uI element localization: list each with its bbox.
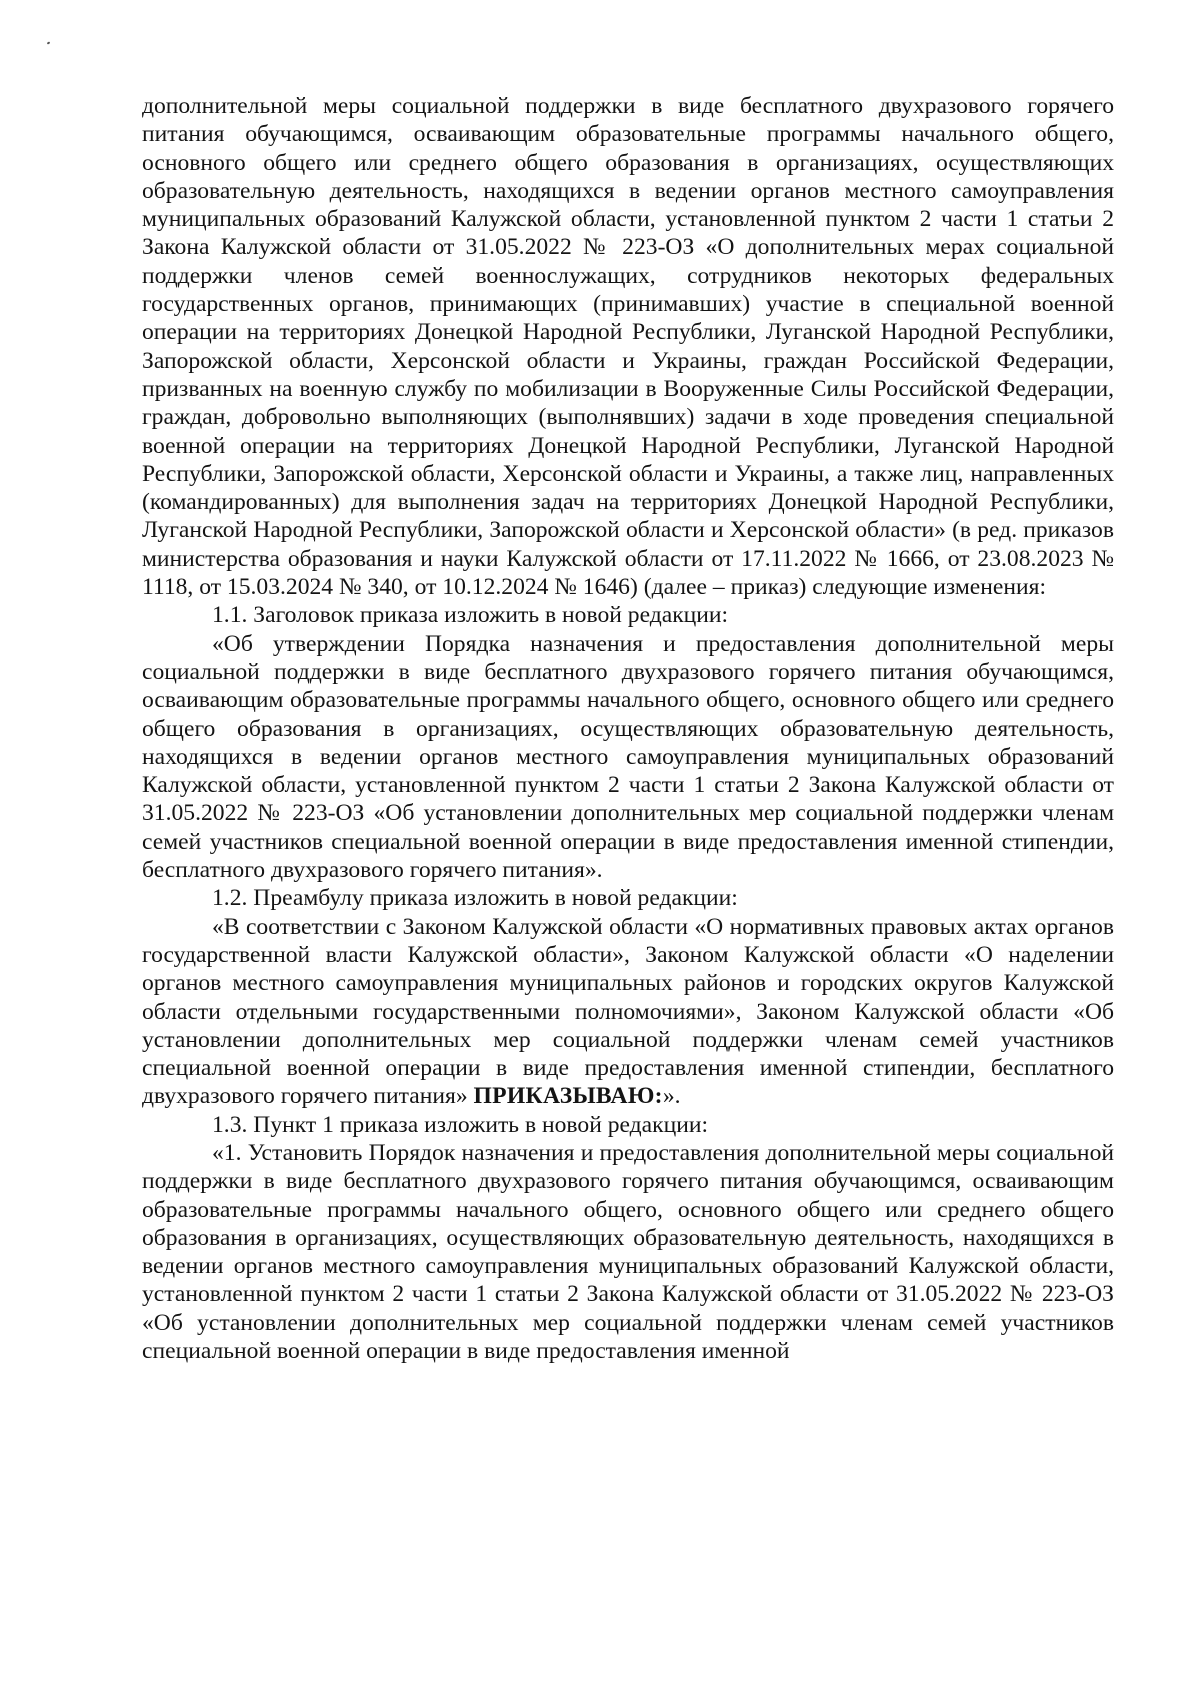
item-1-3-text: «1. Установить Порядок назначения и предоставления дополнительной меры социальной поддержки в виде бесплатного двухразового горячего питания обучающимся, осваивающим образовательные программы начального общего, основного общего или среднего общего образования в организациях, осуществляющих образовательную деятельность, находящихся в ведении органов местного самоуправления муниципальных образований Калужской области, установленной пунктом 2 части 1 статьи 2 Закона Калужской области от 31.05.2022 № 223-ОЗ «Об установлении дополнительных мер социальной поддержки членам семей участников специальной военной операции в виде предоставления именной	[142, 1139, 1114, 1365]
item-1-1-heading: 1.1. Заголовок приказа изложить в новой редакции:	[212, 602, 729, 629]
item-1-2-heading: 1.2. Преамбулу приказа изложить в новой редакции:	[212, 885, 738, 912]
scan-speck	[47, 41, 51, 44]
item-1-2-text: «В соответствии с Законом Калужской области «О нормативных правовых актах органов государственной власти Калужской области», Законом Калужской области «О наделении органов местного самоуправления муниципальных районов и городских округов Калужской области отдельными государственными полномочиями», Законом Калужской области «Об установлении дополнительных мер социальной поддержки членам семей участников специальной военной операции в виде предоставления именной стипендии, бесплатного двухразового горячего питания»	[142, 913, 1114, 1110]
item-1-3-heading: 1.3. Пункт 1 приказа изложить в новой редакции:	[212, 1111, 709, 1138]
intro-paragraph: дополнительной меры социальной поддержки в виде бесплатного двухразового горячего питания обучающимся, осваивающим образовательные программы начального общего, основного общего или среднего общего образования в организациях, осуществляющих образовательную деятельность, находящихся в ведении органов местного самоуправления муниципальных образований Калужской области, установленной пунктом 2 части 1 статьи 2 Закона Калужской области от 31.05.2022 № 223-ОЗ «О дополнительных мерах социальной поддержки членов семей военнослужащих, сотрудников некоторых федеральных государственных органов, принимающих (принимавших) участие в специальной военной операции на территориях Донецкой Народной Республики, Луганской Народной Республики, Запорожской области, Херсонской области и Украины, граждан Российской Федерации, призванных на военную службу по мобилизации в Вооруженные Силы Российской Федерации, граждан, добровольно выполняющих (выполнявших) задачи в ходе проведения специальной военной операции на территориях Донецкой Народной Республики, Луганской Народной Республики, Запорожской области, Херсонской области и Украины, а также лиц, направленных (командированных) для выполнения задач на территориях Донецкой Народной Республики, Луганской Народной Республики, Запорожской области и Херсонской области» (в ред. приказов министерства образования и науки Калужской области от 17.11.2022 № 1666, от 23.08.2023 № 1118, от 15.03.2024 № 340, от 10.12.2024 № 1646) (далее – приказ) следующие изменения:	[142, 93, 1114, 601]
item-1-1-text: «Об утверждении Порядка назначения и предоставления дополнительной меры социальной поддержки в виде бесплатного двухразового горячего питания обучающимся, осваивающим образовательные программы начального общего, основного общего или среднего общего образования в организациях, осуществляющих образовательную деятельность, находящихся в ведении органов местного самоуправления муниципальных образований Калужской области, установленной пунктом 2 части 1 статьи 2 Закона Калужской области от 31.05.2022 № 223-ОЗ «Об установлении дополнительных мер социальной поддержки членам семей участников специальной военной операции в виде предоставления именной стипендии, бесплатного двухразового горячего питания».	[142, 630, 1114, 884]
document-body	[142, 92, 1114, 1365]
order-word: ПРИКАЗЫВАЮ:	[473, 1083, 663, 1110]
item-1-2-paragraph	[142, 913, 1114, 1111]
item-1-2-tail: ».	[662, 1083, 681, 1110]
